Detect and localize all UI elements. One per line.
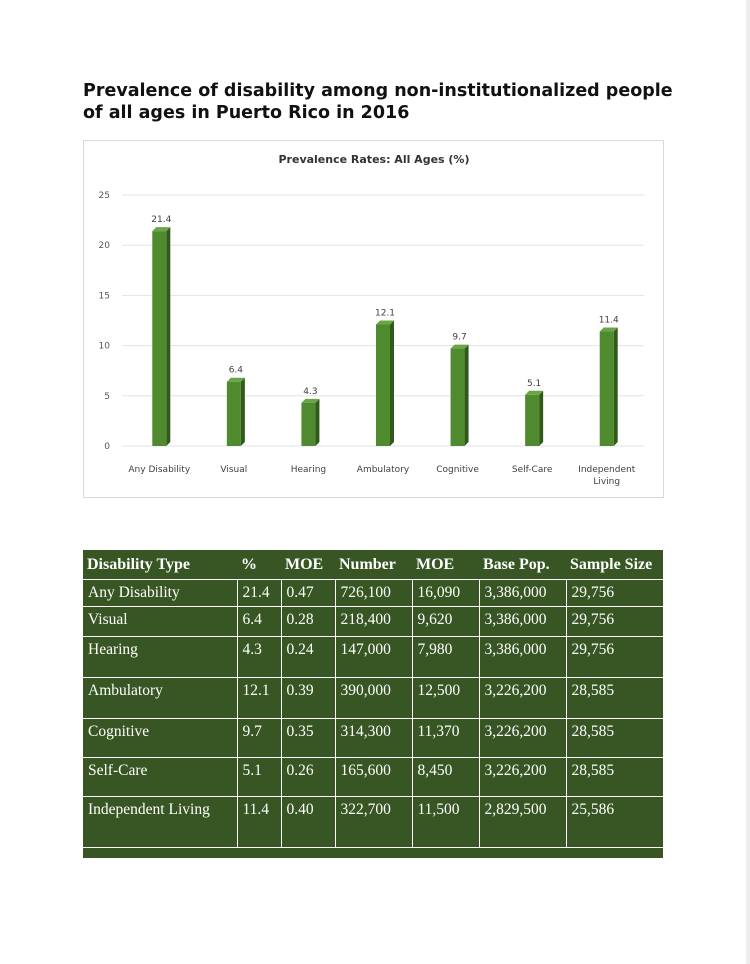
table-cell: 0.47 (281, 580, 335, 607)
table-cell: Any Disability (83, 580, 237, 607)
table-cell: 11,370 (412, 719, 479, 758)
y-tick-label: 10 (98, 341, 110, 352)
table-cell: 0.35 (281, 719, 335, 758)
column-header: Base Pop. (479, 550, 566, 580)
bar (600, 332, 614, 446)
table-cell: Cognitive (83, 719, 237, 758)
bar-side (465, 345, 469, 446)
x-tick-label-line: Any Disability (128, 465, 191, 475)
table-cell: Hearing (83, 637, 237, 678)
column-header: Sample Size (566, 550, 663, 580)
table-cell: 16,090 (412, 580, 479, 607)
table-cell: 12.1 (237, 678, 281, 719)
table-cell: 29,756 (566, 637, 663, 678)
chart-title: Prevalence Rates: All Ages (%) (278, 153, 470, 166)
x-tick-label (128, 465, 190, 475)
table-row (83, 637, 663, 678)
table-cell: 21.4 (237, 580, 281, 607)
table-row (83, 580, 663, 607)
bar-side (241, 378, 245, 446)
data-label: 4.3 (303, 386, 318, 397)
table-cell: 29,756 (566, 607, 663, 637)
table-cell: 322,700 (335, 797, 412, 848)
column-header: MOE (281, 550, 335, 580)
column-header: % (237, 550, 281, 580)
table-row (83, 758, 663, 797)
table-cell: 3,386,000 (479, 607, 566, 637)
table-cell: 2,829,500 (479, 797, 566, 848)
y-tick-label: 0 (104, 442, 110, 452)
table-cell: 28,585 (566, 719, 663, 758)
x-tick-label (578, 465, 636, 487)
bar-chart (84, 141, 665, 499)
data-label: 11.4 (598, 315, 619, 326)
table-cell: 4.3 (237, 637, 281, 678)
table-row (83, 797, 663, 848)
disability-table (83, 550, 663, 848)
y-tick-label: 5 (104, 391, 110, 402)
y-tick-label: 20 (98, 241, 110, 252)
table-cell: 11,500 (412, 797, 479, 848)
page-title: Prevalence of disability among non-institutionalized people of all ages in Puerto Rico in 2016 (83, 81, 673, 123)
table-cell: 147,000 (335, 637, 412, 678)
table-cell: 218,400 (335, 607, 412, 637)
table-cell: 11.4 (237, 797, 281, 848)
table-cell: 3,226,200 (479, 678, 566, 719)
table-row (83, 607, 663, 637)
x-tick-label (220, 465, 247, 475)
data-label: 6.4 (228, 365, 244, 376)
x-tick-label (357, 465, 410, 475)
table-row (83, 678, 663, 719)
table-cell: 314,300 (335, 719, 412, 758)
y-tick-label: 25 (98, 191, 110, 201)
table-cell: 3,226,200 (479, 758, 566, 797)
x-tick-label (291, 465, 326, 475)
table-cell: Ambulatory (83, 678, 237, 719)
x-tick-label-line: Cognitive (436, 465, 479, 475)
column-header: MOE (412, 550, 479, 580)
page-edge (746, 0, 750, 964)
x-tick-label-line: Hearing (290, 465, 327, 475)
table-cell: 12,500 (412, 678, 479, 719)
bar (376, 325, 390, 446)
data-label: 21.4 (151, 215, 172, 226)
table-cell: 5.1 (237, 758, 281, 797)
table-cell: 0.40 (281, 797, 335, 848)
bar-side (614, 328, 618, 446)
bar (301, 403, 315, 446)
table-cell: 0.28 (281, 607, 335, 637)
bar (451, 349, 465, 446)
column-header: Number (335, 550, 412, 580)
table-cell: 0.24 (281, 637, 335, 678)
table-cell: 0.26 (281, 758, 335, 797)
table-cell: 8,450 (412, 758, 479, 797)
bar (525, 395, 539, 446)
table-cell: 165,600 (335, 758, 412, 797)
bar (227, 382, 241, 446)
bar-side (315, 399, 319, 446)
table-cell: 0.39 (281, 678, 335, 719)
y-tick-label: 15 (98, 291, 110, 302)
bar-side (539, 391, 543, 446)
table-cell: 29,756 (566, 580, 663, 607)
table-header-row (83, 550, 663, 580)
data-label: 5.1 (526, 378, 542, 389)
table-cell: 28,585 (566, 758, 663, 797)
x-tick-label-line: Living (593, 477, 621, 487)
data-label: 9.7 (452, 332, 467, 343)
bar-side (166, 227, 170, 446)
table-cell: 9.7 (237, 719, 281, 758)
table-row (83, 719, 663, 758)
chart-frame (83, 140, 664, 498)
table-cell: Visual (83, 607, 237, 637)
x-tick-label (436, 465, 479, 475)
table-cell: Self-Care (83, 758, 237, 797)
table-cell: Independent Living (83, 797, 237, 848)
table-cell: 3,386,000 (479, 637, 566, 678)
table-cell: 6.4 (237, 607, 281, 637)
table-cell: 28,585 (566, 678, 663, 719)
table-cell: 3,226,200 (479, 719, 566, 758)
table-cell: 25,586 (566, 797, 663, 848)
bar-side (390, 321, 394, 446)
column-header: Disability Type (83, 550, 237, 580)
bar (152, 231, 166, 446)
table-cell: 9,620 (412, 607, 479, 637)
table-container (83, 550, 663, 858)
x-tick-label (512, 465, 553, 475)
table-cell: 7,980 (412, 637, 479, 678)
table-cell: 726,100 (335, 580, 412, 607)
x-tick-label-line: Visual (220, 465, 248, 475)
x-tick-label-line: Self-Care (511, 465, 553, 475)
x-tick-label-line: Ambulatory (356, 465, 410, 475)
table-cell: 390,000 (335, 678, 412, 719)
x-tick-label-line: Independent (578, 465, 636, 475)
data-label: 12.1 (374, 308, 396, 319)
table-cell: 3,386,000 (479, 580, 566, 607)
